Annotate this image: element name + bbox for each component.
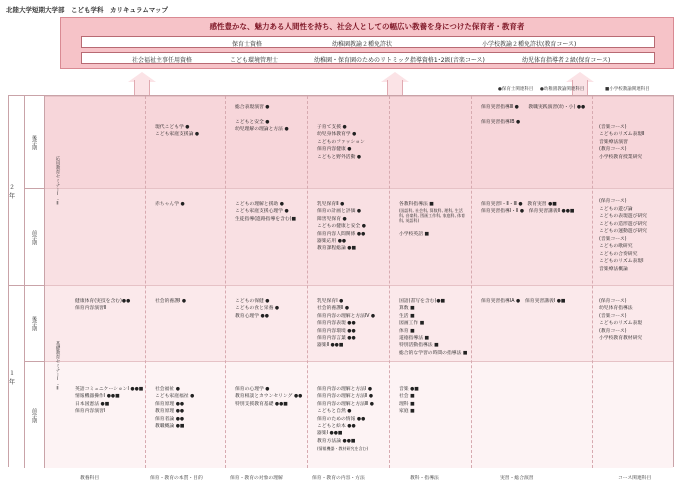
footer-col-4: 保育・教育の内容・方法: [312, 476, 365, 481]
y2-later-c3: 総合表現演習 ● こどもと安全 ● 幼児理解の理論と方法 ●: [235, 105, 289, 133]
y2-early-semester: 前学期: [25, 188, 45, 285]
legend-hoikushi: ●保育士関連科目: [498, 87, 534, 92]
y1-early-c1: 英語コミュニケーションⅠ ●●■ 情報機器操作Ⅰ ●●■ 日本国憲法 ●■ 保育内容演習Ⅰ: [75, 387, 144, 415]
column-divider: [225, 96, 226, 468]
y1-later-c1: 健康体育(実技を含む)●● 保育内容演習Ⅱ: [75, 299, 131, 312]
y1-early-semester: 前学期: [25, 361, 45, 468]
y2-early-c6: 保育実習Ⅰ・Ⅱ・Ⅲ ● 教育実習 ●■ 保育実習指導Ⅰ・Ⅱ ● 保育実習講義Ⅱ ●●■: [481, 202, 575, 215]
qualification-rhythmic: 幼稚園・保育園のためのリトミック指導資格1･2級(音楽コース): [314, 57, 485, 64]
qualification-row-2: [81, 52, 655, 64]
y2-later-semester: 後学期: [25, 96, 45, 188]
basic-seminar-label: 基礎教育セミナーⅠ・Ⅱ: [55, 341, 60, 392]
year-2-label: ２ 年: [9, 96, 25, 285]
column-divider: [389, 96, 390, 468]
y2-early-c2: 赤ちゃん学 ●: [155, 202, 185, 207]
qualification-elementary: 小学校教諭２種免許状(教育コース): [482, 41, 577, 48]
y2-later-c6: 保育実習指導Ⅲ ● 教職実践演習(幼・小) ●● 保育実習指導ⅠB ●: [481, 105, 586, 125]
column-divider: [145, 96, 146, 468]
qualification-kindergarten: 幼稚園教諭２種免許状: [332, 41, 393, 48]
footer-col-2: 保育・教育の本質・目的: [150, 476, 203, 481]
column-divider: [307, 96, 308, 468]
y2-early-c3: こどもの理解と援助 ● こども家庭支援心理学 ● 生徒指導(進路指導を含む)■: [235, 202, 297, 222]
curriculum-grid: [8, 95, 674, 467]
y1-later-c4: 乳児保育Ⅰ ● 社会的養護Ⅱ ● 保育内容の理解と方法Ⅳ ● 保育内容表現 ●● 保育内容環境 ●● 保育内容言葉 ●● 器楽Ⅱ ●●■: [317, 299, 376, 349]
qualification-welfare: 社会福祉主事任用資格: [132, 57, 193, 64]
y1-later-c3: こどもの保健 ● こどもの食と栄養 ● 教育心理学 ●●: [235, 299, 280, 319]
y2-later-c4: 子育て支援 ● 幼児身体教育学 ● こどものファッション 保育内容健康 ● こどもと野外活動 ●: [317, 125, 365, 160]
footer-col-7: コース関連科目: [618, 476, 652, 481]
y1-later-c7: (保育コース) 幼児体育指導法 (音楽コース) こどものリズム表現 (教育コース) 小学校教育教材研究: [599, 299, 643, 342]
y2-later-c2: 現代こども学 ● こども家庭支援論 ●: [155, 125, 200, 138]
footer-col-3: 保育・教育の対象の理解: [230, 476, 283, 481]
y1-later-c5: 国語(書写を含む)●■ 算数 ■ 生活 ■ 図画工作 ■ 体育 ■ 道徳指導法 ■ 特別活動指導法 ■ 総合的な学習の時間の指導法 ■: [399, 299, 468, 356]
y1-later-semester: 後学期: [25, 285, 45, 361]
banner-heading: 感性豊かな、魅力ある人間性を持ち、社会人としての幅広い教養を身につけた保育者・教育者: [209, 22, 525, 31]
y2-early-c5: 各教科指導法 ■ (国語科, 社会科, 算数科, 理科, 生活科, 音楽科, 図画工作科, 家庭科, 体育科, 英語科) 小学校英語 ■: [399, 202, 466, 237]
column-divider: [592, 96, 593, 468]
footer-col-1: 教養科目: [80, 476, 100, 481]
legend-elementary: ■小学校教諭関連科目: [605, 87, 650, 92]
y1-early-c2: 社会福祉 ● こども家庭福祉 ● 保育原理 ●● 教育原理 ●● 保育者論 ●● 教職概論 ●■: [155, 387, 195, 430]
qualification-row-1: [81, 36, 655, 48]
y1-later-c2: 社会的養護Ⅰ ●: [155, 299, 187, 304]
legend-kindergarten: ●幼稚園教諭関連科目: [540, 87, 585, 92]
y2-early-c4: 乳児保育Ⅱ ● 保育の計画と評価 ● 障害児保育 ● こどもの健康と安全 ● 保育内容人間関係 ●● 器楽応用 ●● 教育課程総論 ●■: [317, 202, 366, 252]
y1-early-c3: 保育の心理学 ● 教育相談とカウンセリング ●● 特別支援教育基礎 ●●■: [235, 387, 303, 407]
y1-later-c6: 保育実習指導ⅠA ● 保育実習講義Ⅰ ●■: [481, 299, 566, 304]
qualification-hoikushi: 保育士資格: [232, 41, 263, 48]
footer-col-5: 教科・指導法: [410, 476, 439, 481]
y1-early-c4: 保育内容の理解と方法Ⅰ ● 保育内容の理解と方法Ⅱ ● 保育内容の理解と方法Ⅲ ● こどもと自然 ● 保育のための情報 ●● こどもと絵本 ●● 器楽Ⅰ ●●■ 教育方法論 ●●■ (情報機器・教材研究を含む): [317, 387, 374, 452]
qualification-pe: 幼児体育指導者２級(保育コース): [522, 57, 611, 64]
applied-seminar-label: 応用教育セミナーⅠ・Ⅱ: [55, 156, 60, 207]
y1-early-c5: 音楽 ●■ 社会 ■ 理科 ■ 家庭 ■: [399, 387, 419, 415]
page-title: 北陸大学短期大学部 こども学科 カリキュラムマップ: [6, 6, 169, 14]
footer-col-6: 実習・総合演習: [500, 476, 534, 481]
goal-banner: [60, 17, 674, 69]
qualification-environment: こども環境管理士: [230, 57, 279, 64]
year-1-label: １ 年: [9, 285, 25, 468]
y2-early-c7: (保育コース) こどもの遊び論 こどもの表現遊び研究 こどもの造形遊び研究 こどもの運動遊び研究 (音楽コース) こどもの歌研究 こどもの合奏研究 こどものリズム表現Ⅰ 音楽療法概論: [599, 199, 647, 272]
y2-later-c7: (音楽コース) こどものリズム表現Ⅱ 音楽療法演習 (教育コース) 小学校教育授業研究: [599, 125, 645, 160]
column-divider: [471, 96, 472, 468]
